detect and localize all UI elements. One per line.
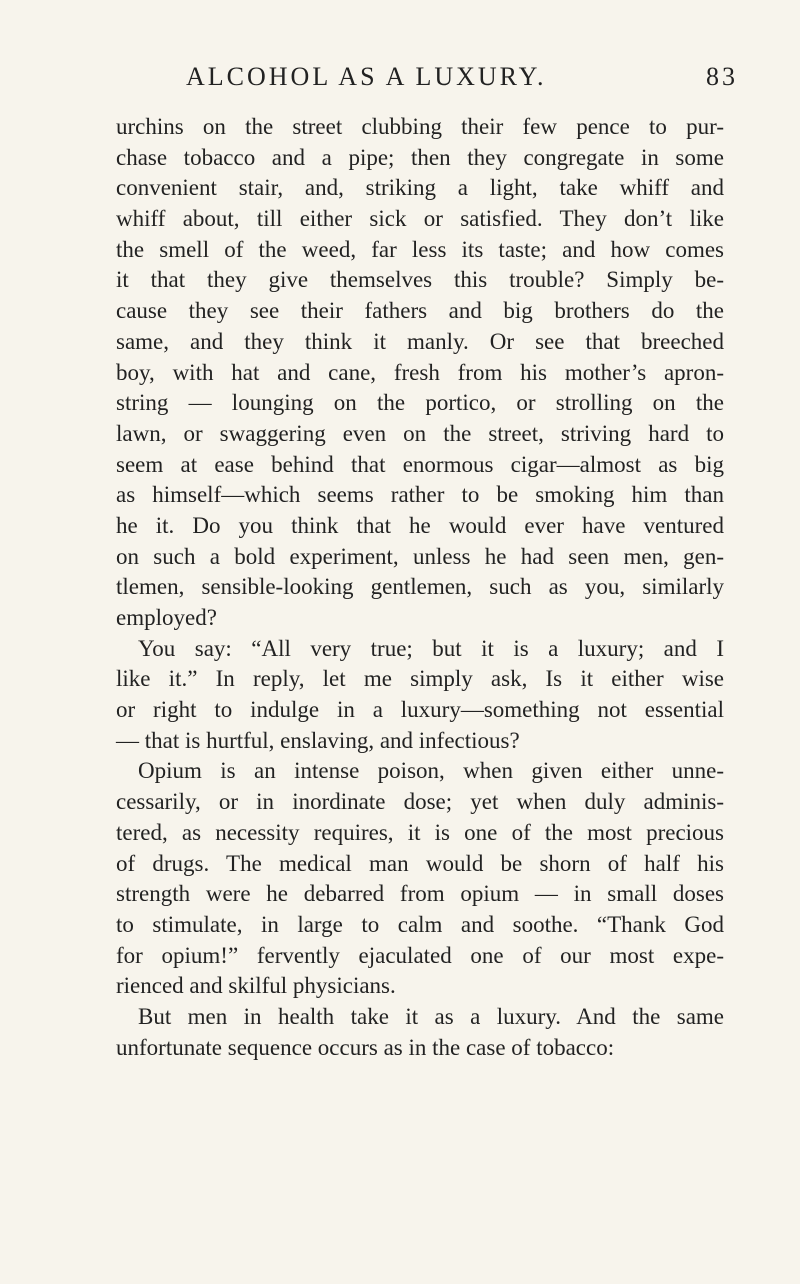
- page-number: 83: [706, 62, 738, 91]
- text-line: tlemen, sensible-looking gentlemen, such as you, similarly: [116, 574, 724, 600]
- text-line: to stimulate, in large to calm and soothe. “Thank God: [116, 911, 724, 937]
- text-line: Opium is an intense poison, when given either unne-: [138, 758, 724, 784]
- text-line: But men in health take it as a luxury. And the same: [138, 1003, 724, 1029]
- text-line: cessarily, or in inordinate dose; yet when duly adminis-: [116, 789, 724, 815]
- text-line: he it. Do you think that he would ever have ventured: [116, 512, 724, 538]
- text-line: convenient stair, and, striking a light, take whiff and: [116, 175, 724, 201]
- text-line: same, and they think it manly. Or see that breeched: [116, 328, 724, 354]
- text-line: employed?: [116, 605, 217, 630]
- text-line: on such a bold experiment, unless he had seen men, gen-: [116, 543, 724, 569]
- text-line: the smell of the weed, far less its taste; and how comes: [116, 236, 724, 262]
- text-line: for opium!” fervently ejaculated one of our most expe-: [116, 942, 724, 968]
- text-line: unfortunate sequence occurs as in the case of tobacco:: [116, 1034, 615, 1060]
- text-line: as himself—which seems rather to be smoking him than: [116, 482, 724, 508]
- text-line: urchins on the street clubbing their few pence to pur-: [116, 114, 724, 139]
- text-line: it that they give themselves this trouble? Simply be-: [116, 267, 724, 293]
- text-line: boy, with hat and cane, fresh from his mother’s apron-: [116, 359, 724, 385]
- text-line: seem at ease behind that enormous cigar—almost as big: [116, 451, 724, 477]
- body-text: [116, 112, 724, 1063]
- text-line: string — lounging on the portico, or strolling on the: [116, 390, 724, 416]
- text-line: whiff about, till either sick or satisfied. They don’t like: [116, 206, 724, 232]
- text-line: You say: “All very true; but it is a luxury; and I: [138, 635, 724, 661]
- text-line: or right to indulge in a luxury—something not essential: [116, 697, 724, 723]
- text-line: strength were he debarred from opium — in small doses: [116, 881, 724, 907]
- text-line: — that is hurtful, enslaving, and infectious?: [116, 727, 520, 753]
- running-title: ALCOHOL AS A LUXURY.: [186, 62, 547, 91]
- text-line: tered, as necessity requires, it is one of the most precious: [116, 819, 724, 845]
- text-line: like it.” In reply, let me simply ask, Is it either wise: [116, 666, 724, 692]
- text-line: cause they see their fathers and big brothers do the: [116, 298, 724, 324]
- text-line: rienced and skilful physicians.: [116, 973, 396, 999]
- text-line: of drugs. The medical man would be shorn of half his: [116, 850, 724, 876]
- text-line: chase tobacco and a pipe; then they congregate in some: [116, 144, 724, 170]
- text-line: lawn, or swaggering even on the street, striving hard to: [116, 420, 724, 446]
